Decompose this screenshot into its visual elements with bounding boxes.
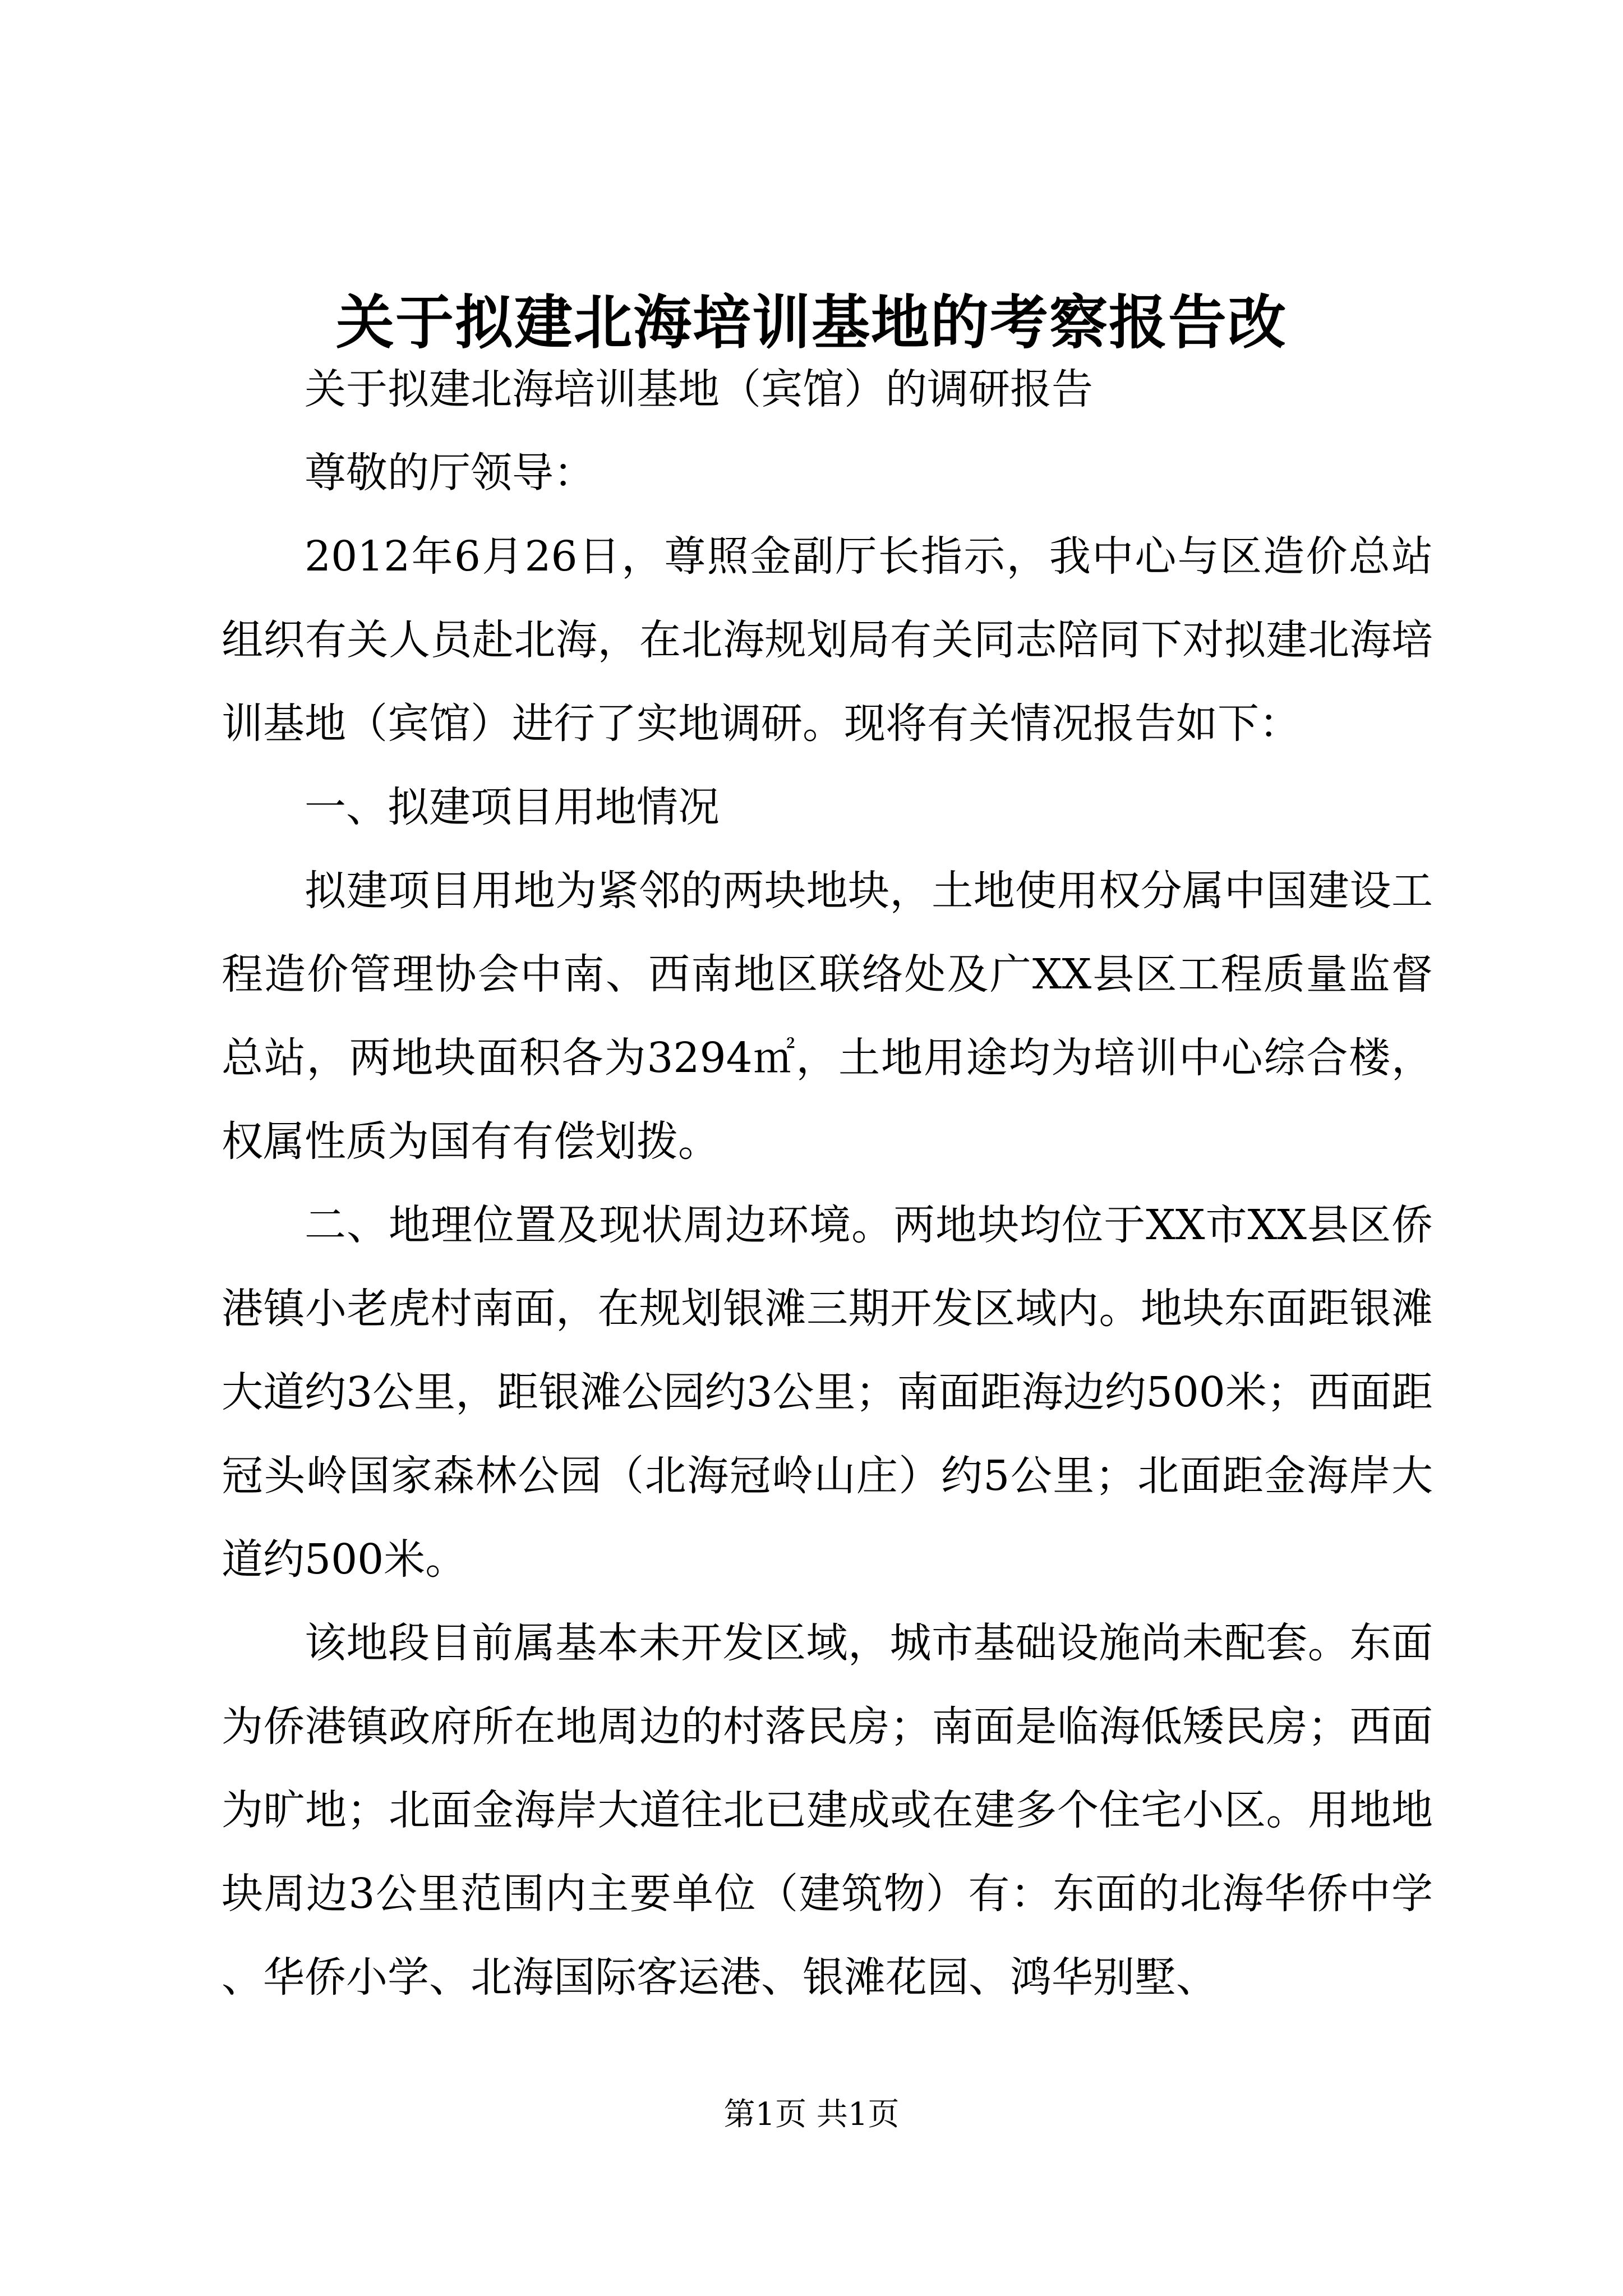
surroundings-paragraph: 该地段目前属基本未开发区域，城市基础设施尚未配套。东面为侨港镇政府所在地周边的村落民房；南面是临海低矮民房；西面为旷地；北面金海岸大道往北已建成或在建多个住宅小区。用地地块周边3公里范围内主要单位（建筑物）有：东面的北海华侨中学、华侨小学、北海国际客运港、银滩花园、鸿华别墅、 [222, 1619, 1433, 2001]
document-title: 关于拟建北海培训基地的考察报告改 [335, 288, 1287, 357]
document-body [222, 348, 1433, 2019]
section-heading-land-use: 一、拟建项目用地情况 [305, 783, 720, 831]
location-paragraph: 二、地理位置及现状周边环境。两地块均位于XX市XX县区侨港镇小老虎村南面，在规划银滩三期开发区域内。地块东面距银滩大道约3公里，距银滩公园约3公里；南面距海边约500米；西面距冠头岭国家森林公园（北海冠岭山庄）约5公里；北面距金海岸大道约500米。 [222, 1201, 1433, 1584]
salutation-paragraph: 尊敬的厅领导： [305, 449, 595, 497]
subtitle-paragraph: 关于拟建北海培训基地（宾馆）的调研报告 [305, 365, 1093, 413]
land-use-paragraph: 拟建项目用地为紧邻的两块地块，土地使用权分属中国建设工程造价管理协会中南、西南地区联络处及广XX县区工程质量监督总站，两地块面积各为3294㎡，土地用途均为培训中心综合楼，权属性质为国有有偿划拨。 [222, 867, 1433, 1166]
intro-paragraph: 2012年6月26日，尊照金副厅长指示，我中心与区造价总站组织有关人员赴北海，在北海规划局有关同志陪同下对拟建北海培训基地（宾馆）进行了实地调研。现将有关情况报告如下： [222, 532, 1433, 748]
page-number-footer: 第1页 共1页 [723, 2096, 900, 2133]
